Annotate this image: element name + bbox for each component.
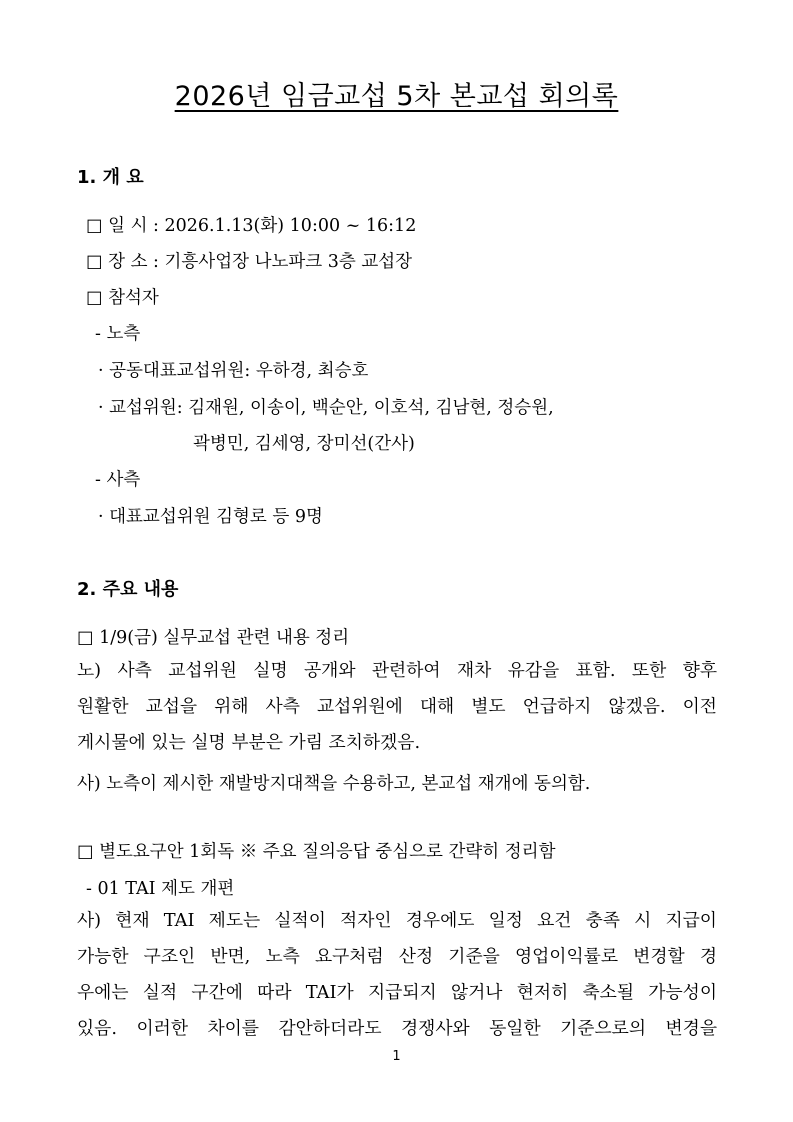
meeting-place: □ 장 소 : 기흥사업장 나노파크 3층 교섭장 [86,252,413,272]
union-members-line1: · 교섭위원: 김재원, 이송이, 백순안, 이호석, 김남현, 정승원, [98,398,554,418]
paragraph-line: 가능한 구조인 반면, 노측 요구처럼 산정 기준을 영업이익률로 변경할 경 [77,946,717,967]
item2-paragraph-company [77,903,717,1047]
company-reps: · 대표교섭위원 김형로 등 9명 [98,507,323,527]
paragraph-line: 사) 현재 TAI 제도는 실적이 적자인 경우에도 일정 요건 충족 시 지급이 [77,910,717,931]
item1-label: □ 1/9(금) 실무교섭 관련 내용 정리 [77,628,350,648]
section-heading-main-content: 2. 주요 내용 [77,579,179,600]
paragraph-line: 게시물에 있는 실명 부분은 가림 조치하겠음. [77,732,421,753]
document-title: 2026년 임금교섭 5차 본교섭 회의록 [174,81,619,112]
item2-subheading: - 01 TAI 제도 개편 [86,879,235,899]
paragraph-line: 노) 사측 교섭위원 실명 공개와 관련하여 재차 유감을 표함. 또한 향후 [77,660,717,681]
paragraph-line: 있음. 이러한 차이를 감안하더라도 경쟁사와 동일한 기준으로의 변경을 [77,1018,717,1039]
union-joint-reps: · 공동대표교섭위원: 우하경, 최승호 [98,361,369,381]
union-members-line2: 곽병민, 김세영, 장미선(간사) [193,434,415,454]
section-heading-overview: 1. 개 요 [77,167,144,188]
company-side-label: - 사측 [95,470,141,490]
union-side-label: - 노측 [95,324,141,344]
paragraph-line: 원활한 교섭을 위해 사측 교섭위원에 대해 별도 언급하지 않겠음. 이전 [77,696,717,717]
item2-label: □ 별도요구안 1회독 ※ 주요 질의응답 중심으로 간략히 정리함 [77,842,556,862]
attendees-label: □ 참석자 [86,288,159,308]
paragraph-line: 우에는 실적 구간에 따라 TAI가 지급되지 않거나 현저히 축소될 가능성이 [77,982,717,1003]
item1-paragraph-union [77,653,717,761]
page-number: 1 [392,1049,401,1064]
meeting-date: □ 일 시 : 2026.1.13(화) 10:00 ~ 16:12 [86,216,417,236]
item1-paragraph-company: 사) 노측이 제시한 재발방지대책을 수용하고, 본교섭 재개에 동의함. [77,774,591,794]
